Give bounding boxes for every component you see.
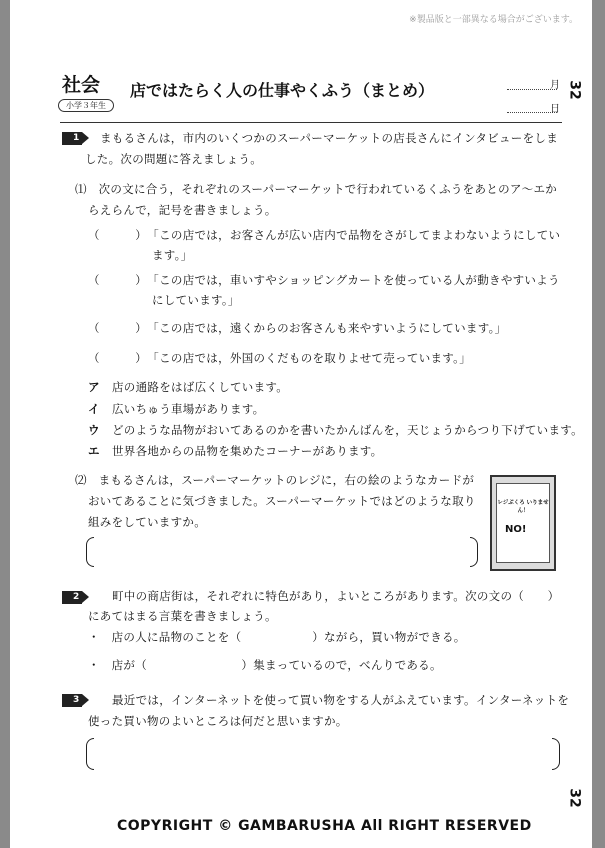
q2-line-2: にあてはまる言葉を書きましょう。 [88, 609, 277, 623]
q3-line-2: 使った買い物のよいところは何だと思いますか。 [88, 714, 348, 728]
grade-badge: 小学３年生 [58, 99, 114, 112]
card-no-label: NO! [505, 524, 527, 535]
answer-box-left[interactable] [86, 738, 94, 770]
answer-blank-row[interactable]: （ ） 「この店では，外国のくだものを取りよせて売っています。」 [88, 351, 472, 365]
answer-box-left[interactable] [86, 537, 94, 567]
answer-box-right[interactable] [552, 738, 560, 770]
answer-blank-row[interactable]: （ ） 「この店では，お客さんが広い店内で品物をさがしてまよわないようにしてい [88, 228, 561, 242]
q2-item[interactable]: ・ 店が（ ）集まっているので，べんりである。 [88, 658, 442, 672]
q1-part1-line-1: ⑴ 次の文に合う，それぞれのスーパーマーケットで行われているくふうをあとのア～エか [75, 182, 558, 196]
q1-part1-line-2: らえらんで，記号を書きましょう。 [88, 203, 277, 217]
option-text: どのような品物がおいてあるのかを書いたかんばんを，天じょうからつり下げています。 [112, 423, 583, 437]
answer-blank-row[interactable]: （ ） 「この店では，車いすやショッピングカートを使っている人が動きやすいよう [88, 273, 560, 287]
question-2-marker: 2 [62, 591, 82, 604]
option-key: イ [88, 402, 100, 416]
card-text: レジぶくろ いりません！ [497, 500, 549, 514]
q3-line-1: 最近では，インターネットを使って買い物をする人がふえています。インターネットを [112, 693, 570, 707]
answer-box-right[interactable] [470, 537, 478, 567]
option-key: ウ [88, 423, 100, 437]
option-text: 世界各地からの品物を集めたコーナーがあります。 [112, 444, 383, 458]
option-key: エ [88, 444, 100, 458]
q1-part2-line-3: 組みをしていますか。 [88, 515, 206, 529]
option-text: 広いちゅう車場があります。 [112, 402, 265, 416]
question-3-marker: 3 [62, 694, 82, 707]
copyright-footer: COPYRIGHT © GAMBARUSHA All RIGHT RESERVED [117, 818, 532, 834]
q2-line-1: 町中の商店街は，それぞれに特色があり，よいところがあります。次の文の（ ） [112, 589, 560, 603]
disclaimer: ※製品版と一部異なる場合がございます。 [409, 15, 578, 25]
q1-part2-line-2: おいてあることに気づきました。スーパーマーケットではどのような取り [88, 494, 476, 508]
no-bag-card-illustration [490, 475, 556, 571]
worksheet-title: 店ではたらく人の仕事やくふう（まとめ） [130, 81, 435, 100]
answer-blank-row[interactable]: （ ） 「この店では，遠くからのお客さんも来やすいようにしています。」 [88, 321, 507, 335]
header-divider [60, 122, 562, 123]
q1-intro-line-2: した。次の問題に答えましょう。 [85, 152, 262, 166]
answer-blank-row-cont: にしています。」 [152, 293, 240, 307]
question-1-marker: 1 [62, 132, 82, 145]
q1-intro-line-1: まもるさんは，市内のいくつかのスーパーマーケットの店長さんにインタビューをしま [100, 131, 559, 145]
answer-blank-row-cont: ます。」 [152, 248, 193, 262]
page-number-bottom: 32 [566, 788, 583, 808]
day-label: 日 [550, 104, 560, 115]
page-number-top: 32 [566, 80, 583, 100]
month-label: 月 [550, 80, 560, 91]
q2-item[interactable]: ・ 店の人に品物のことを（ ）ながら，買い物ができる。 [88, 630, 466, 644]
q1-part2-line-1: ⑵ まもるさんは，スーパーマーケットのレジに，右の絵のようなカードが [75, 473, 475, 487]
option-text: 店の通路をはば広くしています。 [112, 380, 289, 394]
subject-label: 社会 [62, 74, 101, 96]
worksheet-page [10, 0, 592, 848]
option-key: ア [88, 380, 100, 394]
